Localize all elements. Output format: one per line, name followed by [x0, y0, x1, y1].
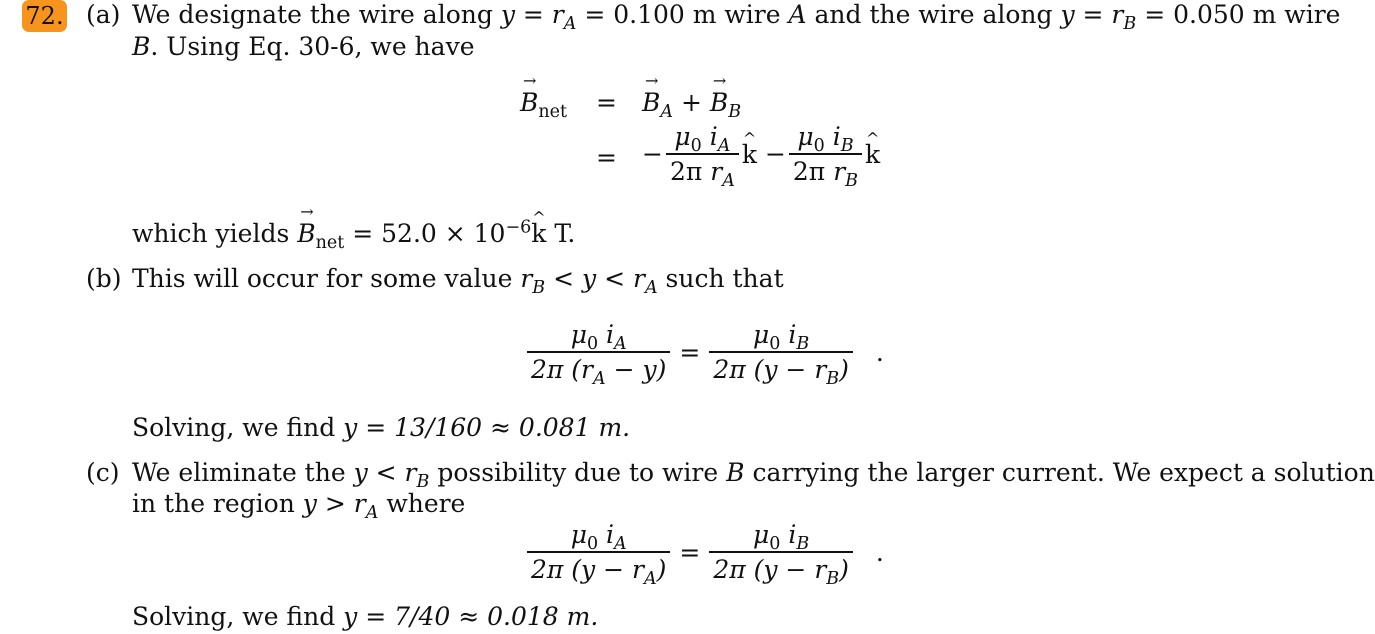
fraction-field-A: $\frac{\mu_0 i_A}{2\pi r_A}$: [666, 122, 739, 186]
fraction-c-left: $\frac{\mu_0 i_A}{2\pi (y - r_A)}$: [527, 520, 670, 584]
fraction-field-B: $\frac{\mu_0 i_B}{2\pi r_B}$: [789, 122, 862, 186]
eq-equals-2: =: [596, 143, 617, 172]
part-b-answer: Solving, we find y = 13/160 ≈ 0.081 m.: [132, 413, 631, 442]
part-c-answer: Solving, we find y = 7/40 ≈ 0.018 m.: [132, 602, 599, 631]
part-a-intro-line2: B. Using Eq. 30-6, we have: [132, 32, 475, 61]
part-a-result: which yields → $B_{net} = 52.0$ × $10^{-6}\^{}$ k T.: [132, 219, 575, 248]
part-c-label: (c): [86, 458, 120, 487]
eq-bnet-lhs: → $B_{net}$: [520, 88, 567, 117]
fraction-b-left: $\frac{\mu_0 i_A}{2\pi (r_A - y)}$: [527, 320, 670, 384]
part-a-label: (a): [86, 0, 121, 29]
fraction-c-right: $\frac{\mu_0 i_B}{2\pi (y - r_B)}$: [709, 520, 853, 584]
eq-field-expression: − $\frac{\mu_0 i_A}{2\pi r_A}$ ^ k − $\frac{\mu_0 i_B}{2\pi r_B}$ ^ k: [642, 122, 880, 186]
part-a-intro-line1: We designate the wire along $y = r_A = 0.100$ m wire A and the wire along $y = r_B = 0.050$ m wire: [132, 0, 1341, 35]
problem-number-badge: 72.: [22, 0, 67, 32]
part-b-intro: This will occur for some value $r_B < y < r_A$ such that: [132, 264, 784, 299]
part-c-intro-line1: We eliminate the $y < r_B$ possibility due to wire B carrying the larger current. We expect a solution: [132, 458, 1375, 493]
eq-sum-rhs: → $B_A$ + → $B_B$: [642, 88, 741, 117]
part-b-label: (b): [86, 264, 122, 293]
part-c-intro-line2: in the region $y > r_A$ where: [132, 489, 466, 524]
part-c-equation: $\frac{\mu_0 i_A}{2\pi (y - r_A)}$ = $\frac{\mu_0 i_B}{2\pi (y - r_B)}$ .: [524, 520, 884, 584]
part-b-equation: $\frac{\mu_0 i_A}{2\pi (r_A - y)}$ = $\frac{\mu_0 i_B}{2\pi (y - r_B)}$ .: [524, 320, 884, 384]
eq-equals-1: =: [596, 88, 617, 117]
fraction-b-right: $\frac{\mu_0 i_B}{2\pi (y - r_B)}$: [709, 320, 853, 384]
